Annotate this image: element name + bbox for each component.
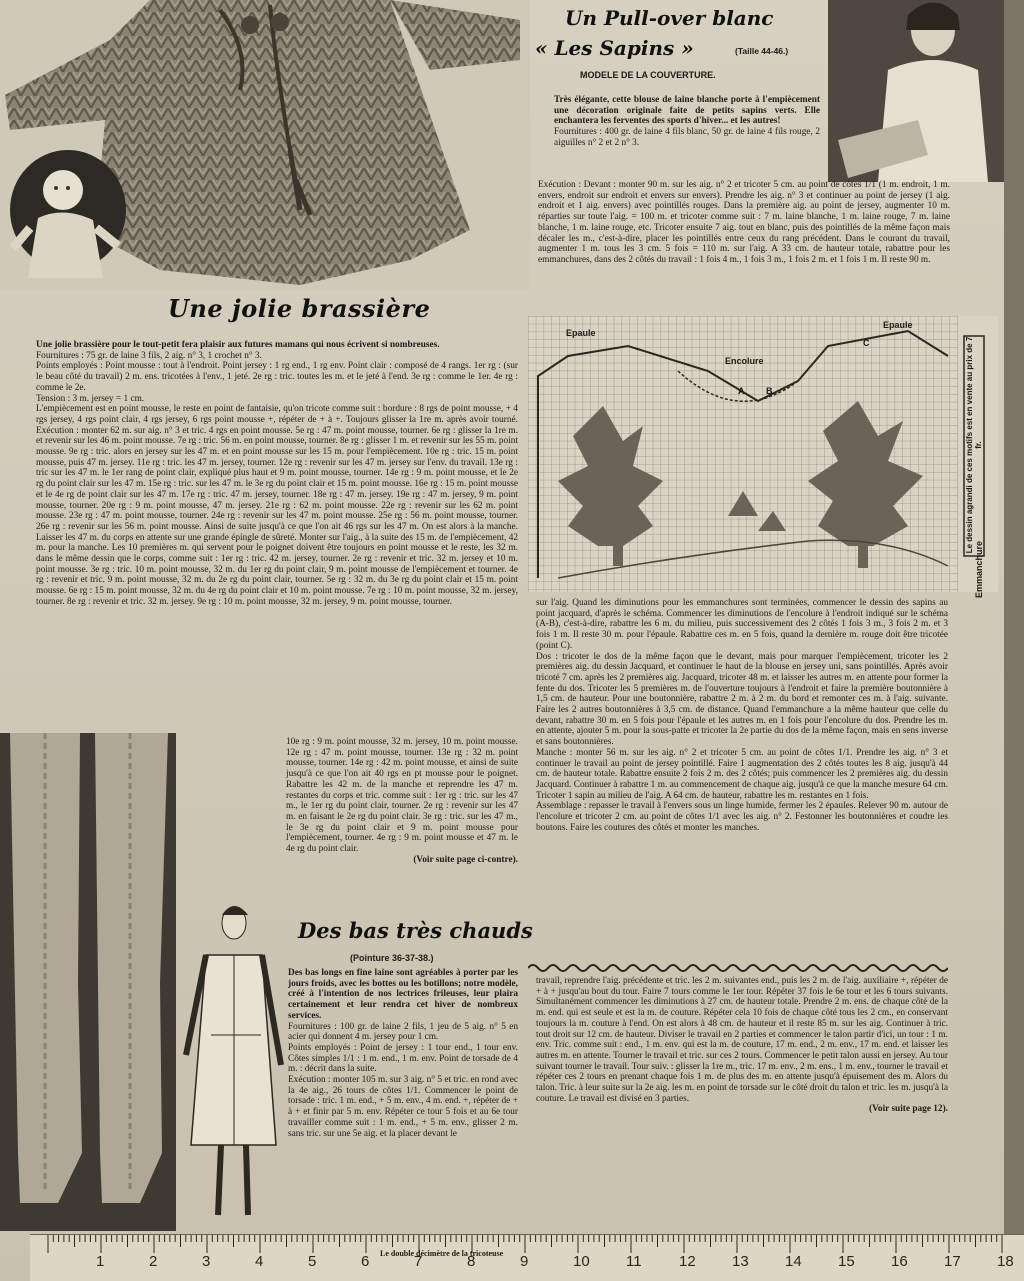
chart-side-note: Le dessin agrandi de ces motifs est en vente au prix de 7 fr. (965, 336, 983, 554)
pullover-fournitures: Fournitures : 400 gr. de laine 4 fils blanc, 50 gr. de laine 4 fils rouge, 2 aiguilles n° 2 et 2 n° 3. (554, 127, 820, 148)
ruler-number: 9 (520, 1253, 529, 1270)
brassiere-tension: Tension : 3 m. jersey = 1 cm. (36, 393, 145, 404)
ruler-label: Le double décimètre de la tricoteuse (380, 1249, 504, 1258)
chart-label-epaule-left: Epaule (566, 328, 596, 338)
pullover-continuation-text (536, 598, 948, 833)
ruler-number: 12 (679, 1253, 696, 1270)
chart-label-a: A (738, 386, 745, 396)
ruler-number: 11 (626, 1253, 642, 1270)
ruler-number: 6 (361, 1253, 370, 1270)
brassiere-fournitures: Fournitures : 75 gr. de laine 3 fils, 2 aig. n° 3, 1 crochet n° 3. (36, 350, 262, 361)
pullover-title-line1: Un Pull-over blanc (565, 6, 774, 30)
bas-title: Des bas très chauds (298, 918, 533, 943)
brassiere-suite: (Voir suite page ci-contre). (413, 854, 518, 865)
pullover-title-line2: « Les Sapins » (535, 36, 694, 60)
section-divider (528, 962, 948, 974)
ruler-number: 10 (573, 1253, 590, 1270)
chart-label-encolure: Encolure (725, 356, 764, 366)
brassiere-text (36, 340, 518, 608)
pullover-subtitle: MODELE DE LA COUVERTURE. (580, 70, 716, 80)
pullover-manche: Manche : monter 56 m. sur les aig. n° 2 et tricoter 5 cm. au point de côtes 1/1. Prendre les aig. n° 3 et continuer le travail au point de jersey pointillé. Faire 1 augmentation des 2 côtés toutes les 8 aig. jusqu'à 44 cm. de hauteur totale. Rabattre ensuite 2 fois 2 m. des 2 côtés; puis commencer les 2 premières aig. du dessin Jacquard. Continuer à rabattre 1 m. au commencement de chaque aig. jusqu'à ce que la manche mesure 64 cm. Tricoter 1 sapin au milieu de l'aig. A 64 cm. de hauteur, rabattre les m. restantes en 1 fois. (536, 747, 948, 801)
ruler-number: 13 (732, 1253, 749, 1270)
chart-label-emmanchure: Emmanchure (974, 540, 984, 598)
bas-continuation-text (536, 976, 948, 1115)
brassiere-body1: L'empiècement est en point mousse, le reste en point de fantaisie, qu'on tricote comme suit : bordure : 8 rgs de point mousse, + 4 rgs jersey, 4 rgs point clair, 4 rgs jersey, 6 rgs point mousse +, répéter de + à +. Toujours glisser la 1re m. après avoir tourné. Exécution : monter 62 m. sur aig. n° 3 et tric. 4 rgs en point mousse. 5e rg : 47 m. point mousse, tourner. 6e rg : glisser la 1re m. et revenir sur les 46 m. point mousse. 7e rg : tric. 56 m. en point mousse, tourner. 8e rg : glisser 1 m. et revenir sur les 55 m. point mousse. 9e rg : tric. alors en jersey sur les 47 m. et en point mousse sur les 15 m. pour l'empiècement. 10e rg : tric. 15 m. point mousse, puis 47 m. jersey. 11e rg : tric. les 47 m. jersey, tourner. 12e rg : revenir sur les 47 m. jersey sur l'env. du travail. 13e rg : tric sur les 47 m. le 1er rang de point clair, expliqué plus haut et 9 m. point mousse, tourner. 14e rg : 9 m. point mousse, et le 2e rg du point clair sur les 47 m. 15e rg : tric. sur les 47 m. le 3e rg du point clair et 15 m. point mousse. 16e rg : 15 m. point mousse et le 4e rg de point clair sur les 47 m. 17e rg : tric. 47 m. jersey, tourner. 18e rg : 47 m. jersey. 19e rg : 47 m. jersey, 9 m. point mousse, tourner. 20e rg : 9 m. point mousse, 47 m. jersey. 21e rg : 62 m. point mousse. 22e rg : revenir sur les 62 m. point mousse. 23e rg : 47 m. point mousse, tourner. 24e rg : revenir sur les 47 m. point mousse. 25e rg : 56 m. point mousse, tourner. 26e rg : revenir sur les 56 m. point mousse. Ainsi de suite jusqu'à ce que l'on ait 46 rgs sur les 47 m. On est alors à la manche. Laisser les 47 m. du corps en attente sur une grande épingle de sûreté. Monter sur l'aig., à la suite des 15 m. de l'empiècement, 42 m. pour la manche. Les 10 premières m. qui servent pour le poignet doivent être toujours en point mousse et le reste, les 32 m. dans le même dessin que le corps, comme suit : 1er rg : tric. 42 m. jersey, tourner. 2e rg : revenir et tric. 32 m. jersey et 10 m. point mousse. 3e rg : tric. 10 m. point mousse, 32 m. du 1er rg du point clair, 9 m. point mousse de l'empiècement et tourner. 4e rg : revenir et tric. 9 m. point mousse, 32 m. du 2e rg du point clair, tourner. 5e rg : 32 m. du 3e rg du point clair et 15 m. point mousse. 6e rg : 15 m. point mousse, 32 m. du 4e rg du point clair et 10 m. point mousse. 7e rg : 10 m. point mousse, 32 m. jersey, tourner. 8e rg : revenir et tric. 32 m. jersey. 9e rg : 10 m. point mousse, 32 m. jersey, 9 m. point mousse, tourner. (36, 404, 518, 607)
page-edge (1004, 0, 1024, 1234)
bas-text (288, 968, 518, 1139)
ruler-number: 4 (255, 1253, 264, 1270)
bas-execution: Exécution : monter 105 m. sur 3 aig. n° 5 et tric. en rond avec la 4e aig., 26 tours de côtes 1/1. Commencer le point de torsade : tric. 1 m. end., + 5 m. env., 4 m. end. +, répéter de + à + et finir par 5 m. env. Répéter ce tour 5 fois et au 6e tour travailler comme suit : 1 m. end., + 5 m. env., glisser 2 m. sans tric. sur une 5e aig. et la placer devant le (288, 1075, 518, 1139)
pullover-dos: Dos : tricoter le dos de la même façon que le devant, mais pour marquer l'empiècement, tricoter les 2 premières aig. du dessin Jacquard, et continuer le haut de la blouse en jersey uni, sans pointillés. Après avoir tricoté 7 cm. après les 2 premières aig. Jacquard, tricoter 48 m. et laisser les autres m. en attente pour former la fente du dos. Tricoter les 5 premières m. de l'ouverture toujours à l'endroit et faire la première boutonnière à 1,5 cm. de hauteur. Pour une boutonnière, rabattre 2 m. à 2 m. du bord et remonter ces m. à l'aig. suivante. Faire les 2 autres boutonnières à 3,5 cm. de distance. Quand l'emmanchure a la même hauteur que celle du devant, rabattre 30 m. en 5 fois pour l'épaule et les autres m. en 1 fois pour l'encolure du dos. Prendre les m. en attente, ajouter 5 m. pour la sous-patte et tricoter la 2e partie du dos de la même façon, mais en sens inverse et sans boutonnières. (536, 651, 949, 748)
pullover-execution: Exécution : Devant : monter 90 m. sur les aig. n° 2 et tricoter 5 cm. au point de côtes 1/1 (1 m. endroit, 1 m. envers, endroit sur endroit et envers sur envers). Prendre les aig. n° 3 et continuer au point de jersey (1 aig. endroit et 1 aig. envers) avec pointillés rouges. Dans la première aig. au point de jersey, augmenter 10 m. réparties sur toute l'aig. = 100 m. et tricoter comme suit : 7 m. laine blanche, 1 m. laine rouge, 7 m. laine blanche, 1 m. laine rouge, etc. Tricoter ensuite 7 aig. tout en blanc, puis des pointillés de la même façon mais décaler les m., c'est-à-dire, placer les pointillés entre ceux du rang précédent. Dans le courant du travail, augmenter 1 m. tous les 3 cm. 5 fois = 110 m. sur l'aig. A 33 cm. de hauteur totale, rabattre pour les emmanchures, dans des 2 côtés du travail : 1 fois 4 m., 1 fois 3 m., 1 fois 2 m. et 1 fois 1 m. Il reste 90 m. (538, 180, 950, 265)
pullover-intro: Très élégante, cette blouse de laine blanche porte à l'empiècement une décoration originale faite de petits sapins verts. Elle enchantera les ferventes des sports d'hiver... et les autres! (554, 95, 820, 127)
chart-label-epaule-right: Epaule (883, 320, 913, 330)
ruler-number: 16 (891, 1253, 908, 1270)
brassiere-text-continued (286, 737, 518, 865)
pullover-taille: (Taille 44-46.) (735, 46, 789, 56)
brassiere-intro: Une jolie brassière pour le tout-petit fera plaisir aux futures mamans qui nous écrivent si nombreuses. (36, 340, 440, 350)
chart-label-c: C (863, 338, 870, 348)
pullover-intro-text (554, 95, 820, 149)
brassiere-body2: 10e rg : 9 m. point mousse, 32 m. jersey, 10 m. point mousse. 12e rg : 47 m. point mousse, tourner. 13e rg : 32 m. point mousse, tourner. 14e rg : 42 m. point mousse, et ainsi de suite jusqu'à ce que l'on ait 40 rgs en pt mousse pour le poignet. Rabattre les 42 m. de la manche et reprendre les 47 m. restantes du corps et tric. comme suit : 1er rg : tric. sur les 47 m., le 1er rg du point clair, tourner. 2e rg : revenir sur les 47 m. en faisant le 2e rg du point clair. 3e rg : tric. sur les 47 m., le 3e rg du point clair et 9 m. point mousse pour l'empiècement, tourner. 4e rg : 9 m. point mousse et 47 m. le 4e rg du point clair. (286, 737, 518, 855)
pullover-execution-text (538, 180, 950, 266)
ruler-number: 7 (414, 1253, 423, 1270)
ruler-number: 17 (944, 1253, 961, 1270)
pullover-assemblage: Assemblage : repasser le travail à l'envers sous un linge humide, fermer les 2 épaules. Relever 90 m. autour de l'encolure et tricoter 2 cm. au point de côtes 1/1 avec les aig. n° 2. Festonner les boutonnières et coudre les boutons. Faire les coutures des côtés et monter les manches. (536, 801, 948, 833)
bas-suite-ref: (Voir suite page 12). (868, 1104, 948, 1115)
ruler-number: 5 (308, 1253, 317, 1270)
bas-suite: travail, reprendre l'aig. précédente et tric. les 2 m. suivantes end., puis les 2 m. de l'aig. auxiliaire +, répéter de + à + jusqu'au bout du tour. Faire 7 tours comme le 1er tour. Répéter 37 fois le 6e tour et les 6 tours suivants. Simultanément commencer les diminutions à 27 cm. de hauteur totale. Prendre 2 m. ens. de chaque côté de la m. end. qui est seule et est la m. de couture. Répéter cela 10 fois de chaque côté tous les 2 cm., en conservant toujours la m. couture à l'end. On est alors à 48 cm. de hauteur et il reste 85 m. sur les aig. Continuer à tric. tout droit sur 12 cm. de hauteur. Diviser le travail en 2 parties et commencer le talon partir d'ici, un tour : 1 m. env. Tric. comme suit : end., 1 m. env. qui est la m. de couture, 17 m. end., 2 m. env., 17 m. end. et laisser les autres m. en attente. Tourner le travail et tric. sur ces 2 tours. Commencer le petit talon aussi en jersey. Au tour suivant tourner le travail. Tour suiv. : glisser la 1re m., tric. 17 m. env., 2 m. ens., 1 m. env., tourner le travail et répéter ces 2 tours en prenant chaque fois 1 m. de plus des m. en attente jusqu'à épuisement des m. Alors du talon. Tric. à leur suite sur la 2e aig. les m. en point de torsade sur le côté droit du talon et tric. les m. jusqu'à la couture. Le travail est divisé en 3 parties. (536, 976, 949, 1104)
bas-points: Points employés : Point de jersey : 1 tour end., 1 tour env. Côtes simples 1/1 : 1 m. end., 1 m. env. Point de torsade de 4 m. : décrit dans la suite. (288, 1042, 518, 1075)
pullover-suite-devant: sur l'aig. Quand les diminutions pour les emmanchures sont terminées, commencer le dessin des sapins au point jacquard, d'après le schéma. Commencer les diminutions de l'encolure à l'endroit indiqué sur le schéma (A-B), c'est-à-dire, rabattre les 6 m. du milieu, puis successivement des 2 côtés 1 fois 3 m., 3 fois 2 m. et 3 fois 1 m. Il reste 30 m. pour l'épaule. Rabattre ces m. en 5 fois, quand la dernière m. rouge doit être tricotée (point C). (536, 598, 948, 651)
ruler-number: 18 (997, 1253, 1014, 1270)
bas-fournitures: Fournitures : 100 gr. de laine 2 fils, 1 jeu de 5 aig. n° 5 en acier qui donnent 4 m. jersey pour 1 cm. (288, 1021, 518, 1043)
brassiere-title: Une jolie brassière (168, 294, 431, 323)
woman-reading-photo (828, 0, 1004, 182)
ruler (30, 1234, 1024, 1281)
bas-intro: Des bas longs en fine laine sont agréables à porter par les jours froids, avec les bottes ou les botillons; notre modèle, créé à l'intention de nos lectrices frileuses, leur plaira certainement et leur rendra cet hiver de nombreux services. (288, 968, 518, 1021)
chart-label-b: B (766, 386, 773, 396)
ruler-number: 15 (838, 1253, 855, 1270)
coat-woman-illustration (176, 895, 286, 1231)
ruler-number: 1 (96, 1253, 105, 1270)
brassiere-points: Points employés : Point mousse : tout à l'endroit. Point jersey : 1 rg end., 1 rg env. Point clair : composé de 4 rangs. 1er rg : (sur le beau côté du travail) 2 m. ens. tricotées à l'env., 1 jeté. 2e rg : tric. toutes les m. et le jeté à l'end. 3e rg : comme le 1er. 4e rg : comme le 2e. (36, 361, 518, 393)
stockings-photo (0, 733, 176, 1231)
doll-illustration (8, 148, 128, 288)
bas-pointure: (Pointure 36-37-38.) (350, 953, 434, 963)
ruler-number: 14 (785, 1253, 802, 1270)
ruler-number: 8 (467, 1253, 476, 1270)
ruler-number: 3 (202, 1253, 211, 1270)
ruler-number: 2 (149, 1253, 158, 1270)
jacquard-chart (528, 316, 998, 592)
